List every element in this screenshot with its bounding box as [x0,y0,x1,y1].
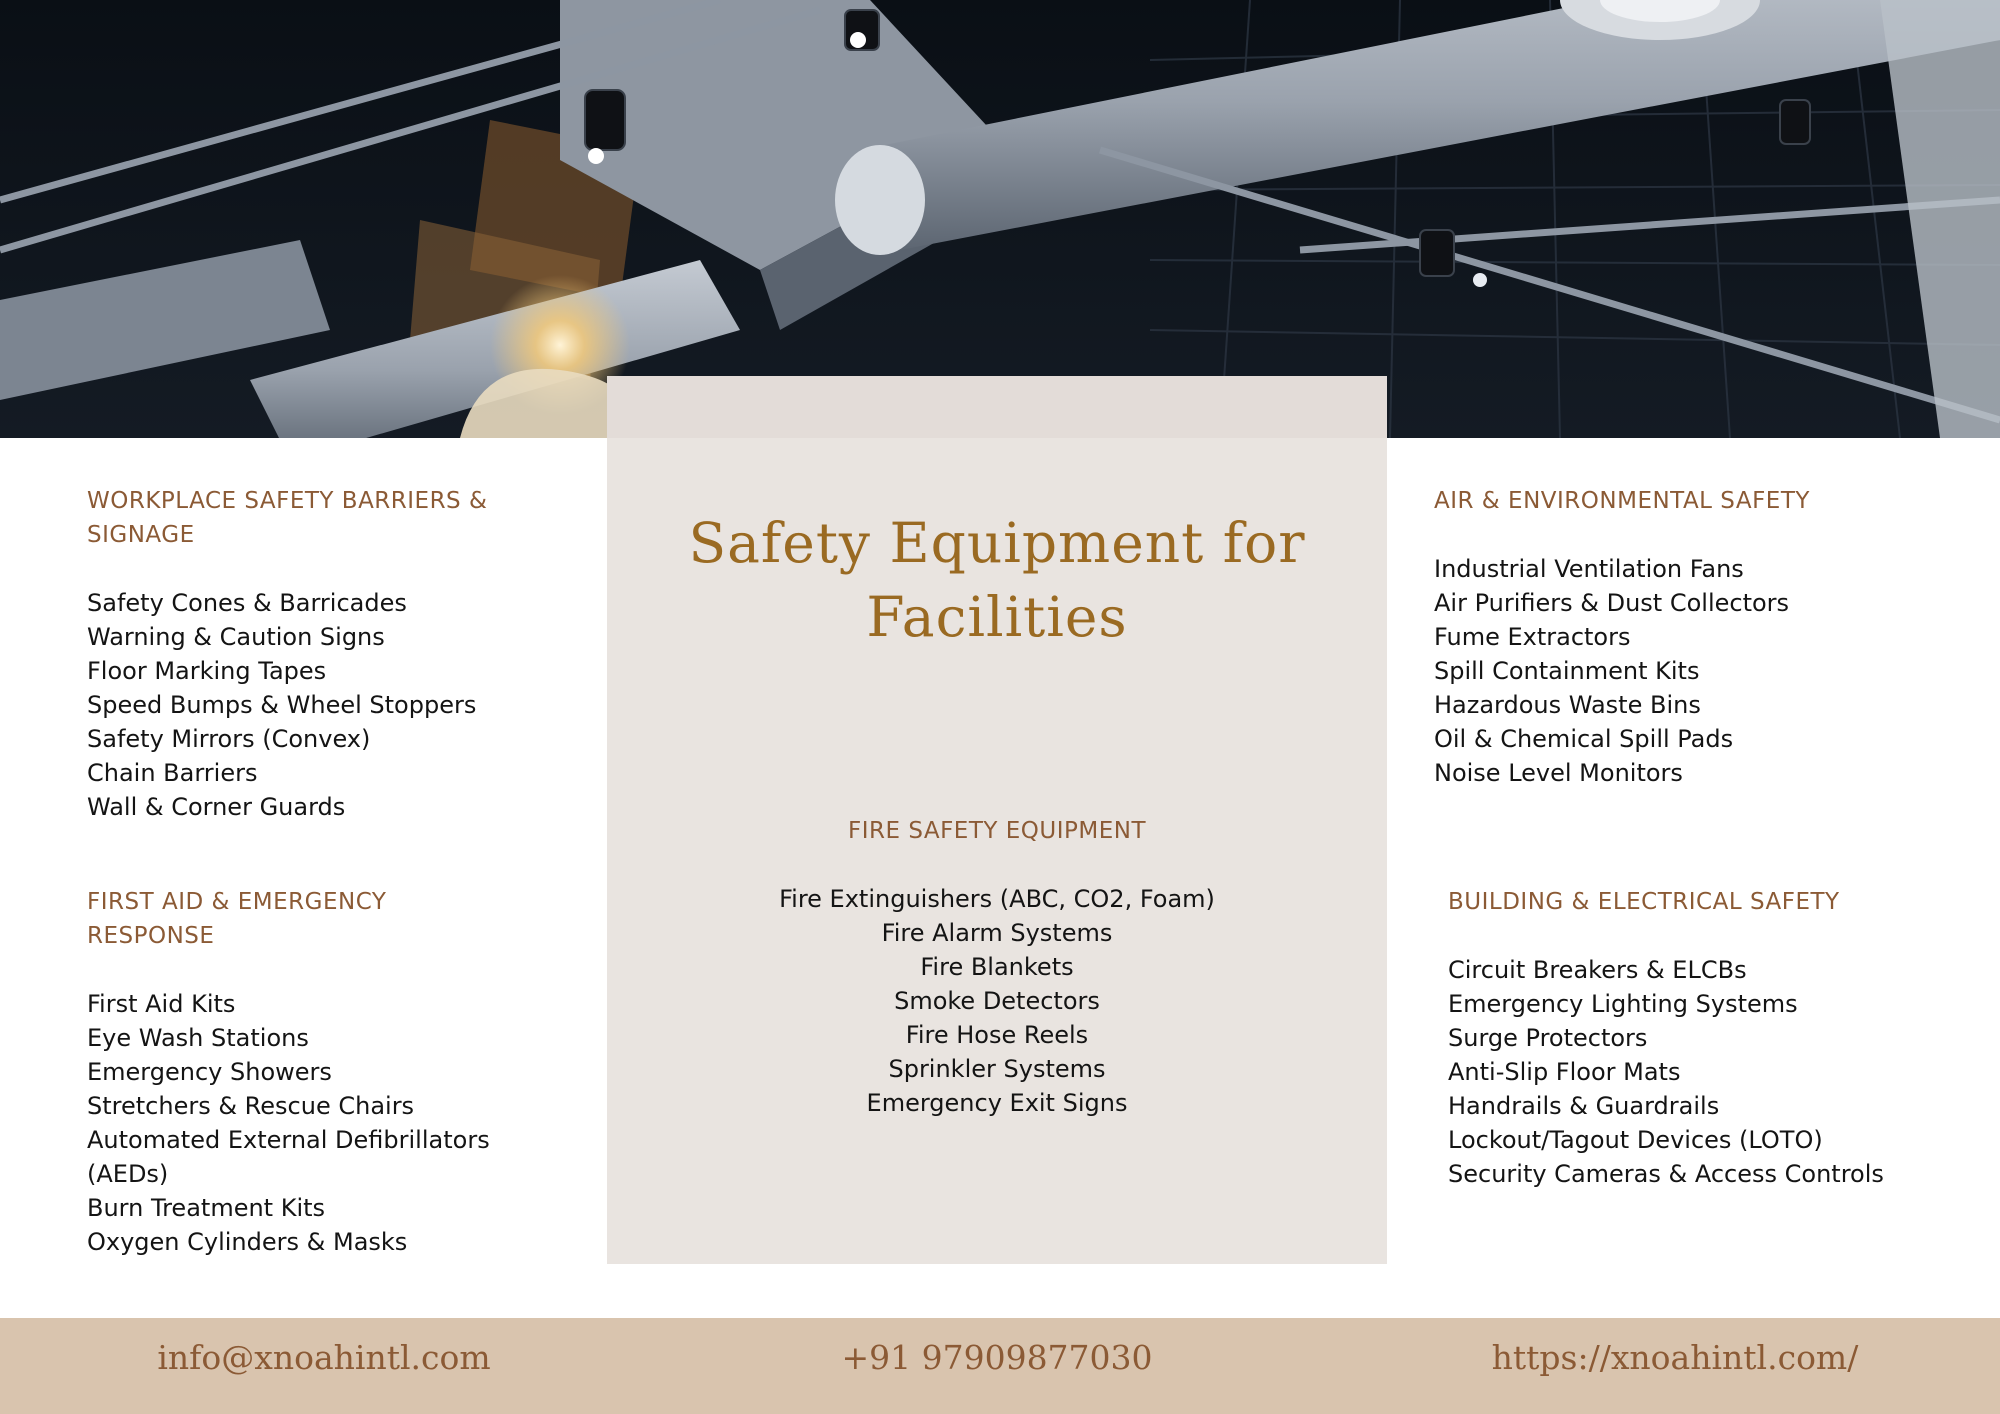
title-line: Facilities [866,585,1128,649]
section-heading [87,484,557,552]
list-item: Oxygen Cylinders & Masks [87,1228,408,1256]
list-item: Fume Extractors [1434,623,1631,651]
section-heading: FIRE SAFETY EQUIPMENT [847,818,1147,844]
list-item: Automated External Defibrillators [87,1126,490,1154]
email-link[interactable]: info@xnoahintl.com [157,1338,491,1377]
list-item: Surge Protectors [1448,1024,1648,1052]
list-item: Handrails & Guardrails [1448,1092,1720,1120]
list-item: Floor Marking Tapes [87,657,327,685]
list-item: Industrial Ventilation Fans [1434,555,1744,583]
list-item: Speed Bumps & Wheel Stoppers [87,691,477,719]
section-first-aid [87,885,557,1259]
list-item: Safety Cones & Barricades [87,589,407,617]
list-item: Sprinkler Systems [888,1055,1106,1083]
list-item: Stretchers & Rescue Chairs [87,1092,415,1120]
list-item: Circuit Breakers & ELCBs [1448,956,1747,984]
heading-line: RESPONSE [87,923,215,949]
list-item: Air Purifiers & Dust Collectors [1434,589,1790,617]
item-list [87,987,557,1259]
section-building-electrical [1448,885,1988,1191]
list-item: Emergency Exit Signs [866,1089,1128,1117]
list-item: Burn Treatment Kits [87,1194,326,1222]
phone-link[interactable]: +91 97909877030 [841,1338,1153,1377]
title-line: Safety Equipment for [688,511,1306,575]
list-item: Hazardous Waste Bins [1434,691,1701,719]
heading-line: SIGNAGE [87,522,195,548]
item-list [1434,552,1934,790]
list-item: Warning & Caution Signs [87,623,385,651]
item-list [87,586,557,824]
item-list [1448,953,1988,1191]
list-item: Oil & Chemical Spill Pads [1434,725,1734,753]
list-item: Wall & Corner Guards [87,793,346,821]
list-item: Fire Alarm Systems [881,919,1113,947]
list-item: Anti-Slip Floor Mats [1448,1058,1681,1086]
list-item: Spill Containment Kits [1434,657,1700,685]
section-heading: BUILDING & ELECTRICAL SAFETY [1448,889,1840,915]
section-heading [87,885,557,953]
website-link[interactable]: https://xnoahintl.com/ [1491,1338,1859,1377]
list-item: Fire Hose Reels [905,1021,1089,1049]
list-item: Chain Barriers [87,759,258,787]
page-title [607,506,1387,654]
list-item: Fire Extinguishers (ABC, CO2, Foam) [779,885,1215,913]
heading-line: FIRST AID & EMERGENCY [87,889,387,915]
center-panel [607,376,1387,1264]
section-heading: AIR & ENVIRONMENTAL SAFETY [1434,488,1810,514]
hero-photo [0,0,2000,438]
list-item: (AEDs) [87,1160,169,1188]
list-item: Lockout/Tagout Devices (LOTO) [1448,1126,1823,1154]
panel-overlay [607,376,1387,438]
ceiling-ducts-illustration [0,0,2000,438]
list-item: Emergency Showers [87,1058,332,1086]
list-item: Fire Blankets [920,953,1074,981]
section-air-environmental [1434,484,1934,790]
list-item: Security Cameras & Access Controls [1448,1160,1884,1188]
list-item: Smoke Detectors [894,987,1100,1015]
list-item: Emergency Lighting Systems [1448,990,1798,1018]
footer [0,1318,2000,1414]
list-item: Safety Mirrors (Convex) [87,725,371,753]
section-fire-safety [607,814,1387,1120]
section-workplace-barriers [87,484,557,824]
list-item: Noise Level Monitors [1434,759,1683,787]
heading-line: WORKPLACE SAFETY BARRIERS & [87,488,488,514]
list-item: First Aid Kits [87,990,236,1018]
item-list [607,882,1387,1120]
list-item: Eye Wash Stations [87,1024,309,1052]
